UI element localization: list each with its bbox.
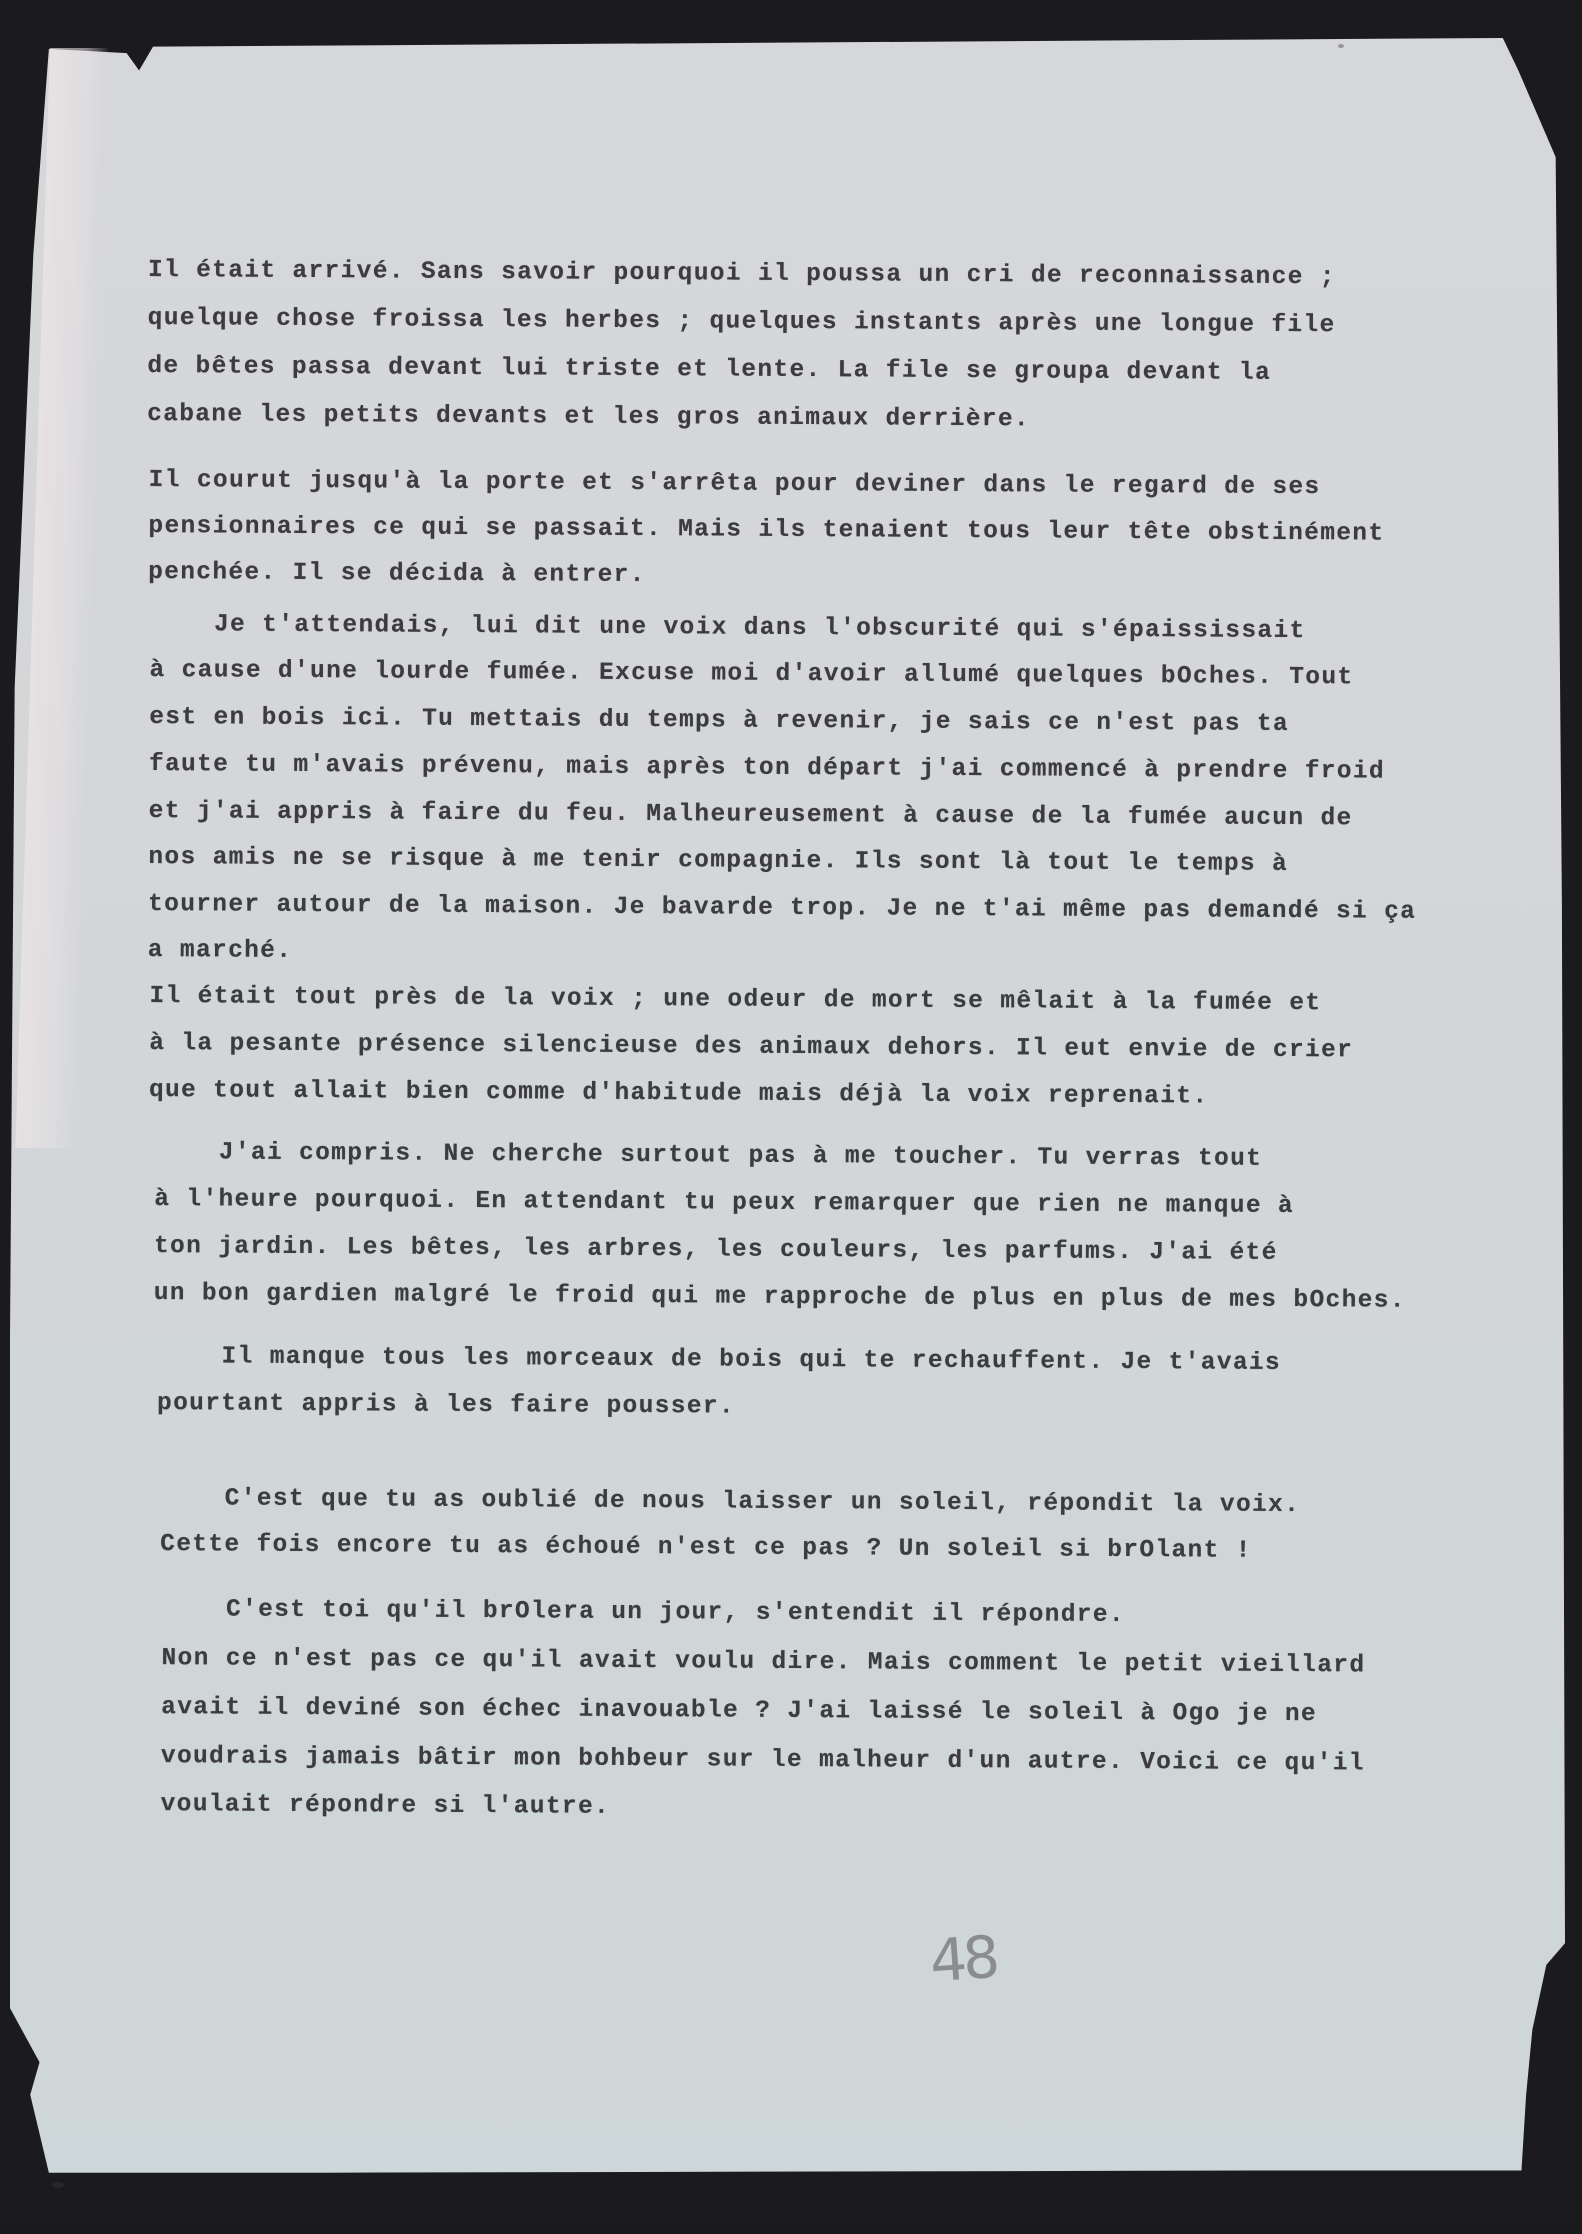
handwritten-page-number: 48 (927, 1922, 999, 1996)
text-line: de bêtes passa devant lui triste et lente. La file se groupa devant la (147, 352, 1272, 387)
text-line: voudrais jamais bâtir mon bohbeur sur le malheur d'un autre. Voici ce qu'il (160, 1743, 1365, 1778)
text-line: ton jardin. Les bêtes, les arbres, les couleurs, les parfums. J'ai été (153, 1233, 1278, 1267)
text-line: Je t'attendais, lui dit une voix dans l'obscurité qui s'épaississait (149, 611, 1306, 646)
text-line: à l'heure pourquoi. En attendant tu peux remarquer que rien ne manque à (154, 1186, 1295, 1221)
text-line: avait il deviné son échec inavouable ? J'ai laissé le soleil à Ogo je ne (161, 1694, 1318, 1729)
text-line: un bon gardien malgré le froid qui me rapproche de plus en plus de mes bOches. (153, 1280, 1406, 1315)
text-line: Il était arrivé. Sans savoir pourquoi il poussa un cri de reconnaissance ; (147, 256, 1336, 292)
text-line: Cette fois encore tu as échoué n'est ce pas ? Un soleil si brOlant ! (160, 1531, 1252, 1565)
text-line: nos amis ne se risque à me tenir compagnie. Ils sont là tout le temps à (148, 844, 1289, 878)
text-line: C'est toi qu'il brOlera un jour, s'entendit il répondre. (161, 1596, 1126, 1629)
text-line: voulait répondre si l'autre. (160, 1791, 611, 1821)
text-line: cabane les petits devants et les gros animaux derrière. (147, 400, 1031, 434)
text-line: a marché. (147, 936, 293, 965)
text-line: quelque chose froissa les herbes ; quelques instants après une longue file (147, 304, 1336, 340)
text-line: C'est que tu as oublié de nous laisser un soleil, répondit la voix. (160, 1485, 1301, 1520)
text-line: penchée. Il se décida à entrer. (148, 558, 646, 590)
text-line: J'ai compris. Ne cherche surtout pas à me toucher. Tu verras tout (154, 1139, 1263, 1173)
text-line: que tout allait bien comme d'habitude mais déjà la voix reprenait. (148, 1077, 1209, 1111)
text-line: pensionnaires ce qui se passait. Mais ils tenaient tous leur tête obstinément (148, 512, 1385, 548)
text-line: tourner autour de la maison. Je bavarde trop. Je ne t'ai même pas demandé si ça (148, 891, 1417, 926)
text-line: à la pesante présence silencieuse des animaux dehors. Il eut envie de crier (149, 1030, 1354, 1065)
text-line: faute tu m'avais prévenu, mais après ton départ j'ai commencé à prendre froid (148, 751, 1386, 786)
text-line: Il manque tous les morceaux de bois qui te rechauffent. Je t'avais (157, 1343, 1282, 1377)
text-line: Il était tout près de la voix ; une odeur de mort se mêlait à la fumée et (149, 983, 1322, 1018)
text-line: pourtant appris à les faire pousser. (156, 1390, 736, 1421)
text-line: est en bois ici. Tu mettais du temps à revenir, je sais ce n'est pas ta (149, 704, 1290, 738)
text-line: Il courut jusqu'à la porte et s'arrêta pour deviner dans le regard de ses (148, 466, 1321, 502)
text-line: Non ce n'est pas ce qu'il avait voulu dire. Mais comment le petit vieillard (161, 1645, 1366, 1680)
text-line: à cause d'une lourde fumée. Excuse moi d'avoir allumé quelques bOches. Tout (149, 657, 1354, 692)
text-line: et j'ai appris à faire du feu. Malheureusement à cause de la fumée aucun de (148, 798, 1353, 833)
